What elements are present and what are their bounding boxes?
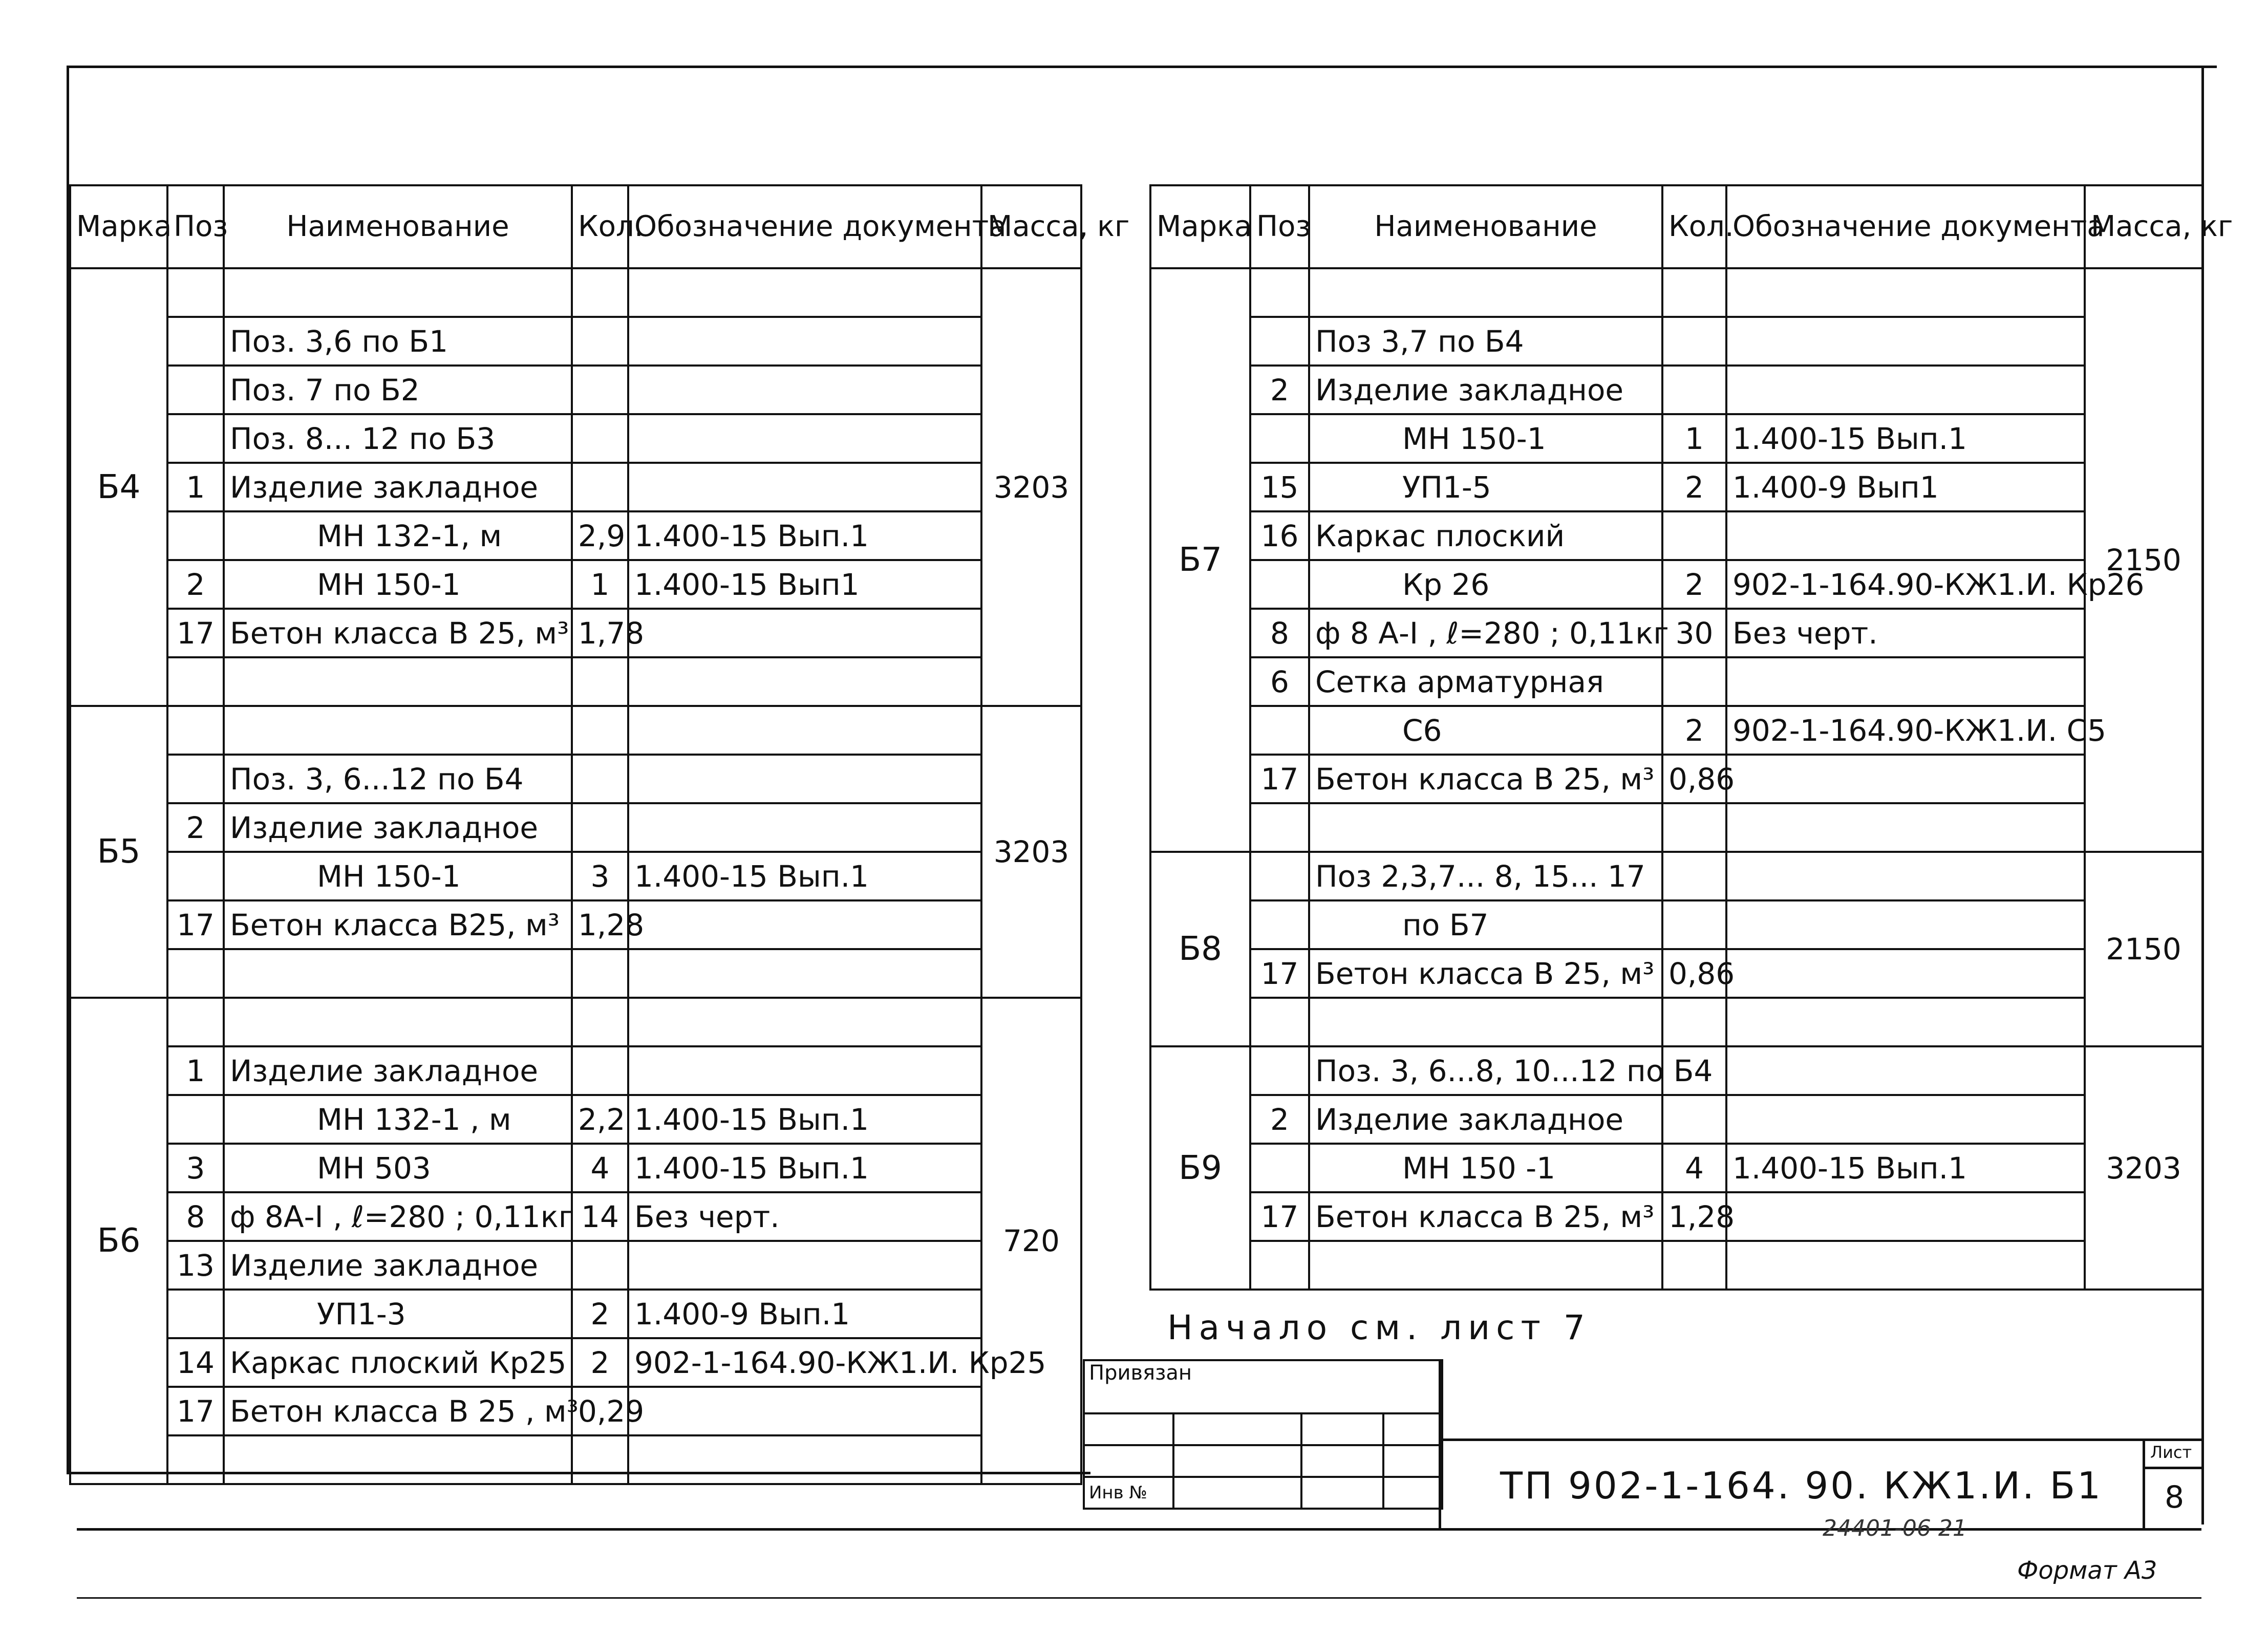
row-doc xyxy=(1726,511,2085,560)
table-row xyxy=(70,1144,1081,1192)
row-name: С6 xyxy=(1309,706,1662,755)
row-pos: 17 xyxy=(1250,755,1309,803)
row-name: Бетон класса В25, м³ xyxy=(224,900,572,949)
row-qty: 30 xyxy=(1662,609,1726,657)
page-bottom-line xyxy=(77,1597,2201,1599)
row-doc xyxy=(1726,900,2085,949)
row-qty: 1,78 xyxy=(572,609,628,657)
row-pos xyxy=(167,998,224,1046)
row-name: ф 8А-I , ℓ=280 ; 0,11кг xyxy=(224,1192,572,1241)
table-row xyxy=(1150,560,2202,609)
table-row xyxy=(1150,268,2202,317)
row-pos: 15 xyxy=(1250,463,1309,511)
row-name: Поз. 7 по Б2 xyxy=(224,366,572,414)
table-row xyxy=(1150,657,2202,706)
header-pos: Поз xyxy=(167,185,224,268)
row-pos xyxy=(167,1290,224,1338)
row-name: ф 8 А-I , ℓ=280 ; 0,11кг xyxy=(1309,609,1662,657)
row-qty: 0,86 xyxy=(1662,755,1726,803)
row-qty xyxy=(572,414,628,463)
table-row xyxy=(70,463,1081,511)
row-pos xyxy=(167,268,224,317)
row-name: Бетон класса В 25, м³ xyxy=(1309,949,1662,998)
table-row xyxy=(70,1046,1081,1095)
left-header-row xyxy=(70,185,1081,268)
table-row xyxy=(70,706,1081,755)
row-qty xyxy=(572,268,628,317)
sheet-label: Лист xyxy=(2150,1443,2192,1462)
row-pos xyxy=(1250,706,1309,755)
row-name: Изделие закладное xyxy=(1309,1095,1662,1144)
row-name: Изделие закладное xyxy=(224,463,572,511)
row-name: Каркас плоский xyxy=(1309,511,1662,560)
row-name xyxy=(1309,1241,1662,1290)
row-name: Поз. 8... 12 по Б3 xyxy=(224,414,572,463)
table-row xyxy=(70,609,1081,657)
row-name: МН 150-1 xyxy=(224,852,572,900)
table-row xyxy=(70,414,1081,463)
row-doc xyxy=(628,366,981,414)
table-row xyxy=(1150,852,2202,900)
group-mass: 2150 xyxy=(2085,268,2202,852)
row-pos xyxy=(1250,803,1309,852)
row-doc xyxy=(628,900,981,949)
table-row xyxy=(70,1338,1081,1387)
group-mark: Б5 xyxy=(70,706,167,998)
row-doc: 902-1-164.90-КЖ1.И. Кр25 xyxy=(628,1338,981,1387)
row-qty xyxy=(1662,852,1726,900)
row-doc: 902-1-164.90-КЖ1.И. С5 xyxy=(1726,706,2085,755)
row-pos: 1 xyxy=(167,463,224,511)
privyazan-label: Привязан xyxy=(1084,1360,1442,1413)
right-header-row xyxy=(1150,185,2202,268)
group-mark: Б4 xyxy=(70,268,167,706)
row-doc xyxy=(628,268,981,317)
group-mass: 3203 xyxy=(981,268,1081,706)
row-pos xyxy=(167,1095,224,1144)
title-block-divider xyxy=(1439,1359,1441,1528)
row-doc xyxy=(628,609,981,657)
table-row xyxy=(70,900,1081,949)
row-doc xyxy=(1726,803,2085,852)
row-pos: 17 xyxy=(1250,1192,1309,1241)
table-row xyxy=(1150,706,2202,755)
row-qty: 1 xyxy=(1662,414,1726,463)
group-mass: 720 xyxy=(981,998,1081,1484)
row-pos xyxy=(167,852,224,900)
header-doc: Обозначение документа xyxy=(628,185,981,268)
group-mark: Б8 xyxy=(1150,852,1250,1046)
table-row xyxy=(70,268,1081,317)
row-doc xyxy=(1726,1095,2085,1144)
row-doc xyxy=(628,414,981,463)
row-name: Поз 3,7 по Б4 xyxy=(1309,317,1662,366)
row-doc: 1.400-9 Вып1 xyxy=(1726,463,2085,511)
row-qty xyxy=(1662,511,1726,560)
row-qty xyxy=(572,1046,628,1095)
row-pos xyxy=(1250,900,1309,949)
row-name: Поз. 3, 6...8, 10...12 по Б4 xyxy=(1309,1046,1662,1095)
row-pos xyxy=(167,949,224,998)
row-pos: 14 xyxy=(167,1338,224,1387)
row-pos xyxy=(1250,1144,1309,1192)
row-doc xyxy=(628,998,981,1046)
row-qty: 2 xyxy=(1662,706,1726,755)
header-name: Наименование xyxy=(1309,185,1662,268)
archive-number: 24401-06 21 xyxy=(1823,1515,1967,1541)
row-qty xyxy=(1662,317,1726,366)
table-row xyxy=(1150,1095,2202,1144)
row-qty: 14 xyxy=(572,1192,628,1241)
row-name: Поз 2,3,7... 8, 15... 17 xyxy=(1309,852,1662,900)
row-doc xyxy=(628,949,981,998)
row-doc xyxy=(1726,1046,2085,1095)
row-pos xyxy=(1250,1046,1309,1095)
table-row xyxy=(70,366,1081,414)
row-qty xyxy=(572,755,628,803)
row-qty xyxy=(1662,366,1726,414)
group-mass: 3203 xyxy=(981,706,1081,998)
table-row xyxy=(1150,1241,2202,1290)
table-row xyxy=(1150,609,2202,657)
row-pos xyxy=(167,317,224,366)
row-doc: 1.400-15 Вып.1 xyxy=(628,1144,981,1192)
row-qty: 1 xyxy=(572,560,628,609)
table-row xyxy=(70,1241,1081,1290)
row-doc: Без черт. xyxy=(628,1192,981,1241)
row-pos: 2 xyxy=(1250,1095,1309,1144)
table-row xyxy=(70,1095,1081,1144)
row-name xyxy=(1309,998,1662,1046)
row-qty: 2 xyxy=(572,1290,628,1338)
row-doc: 1.400-9 Вып.1 xyxy=(628,1290,981,1338)
row-doc xyxy=(1726,657,2085,706)
row-pos: 2 xyxy=(167,560,224,609)
row-doc xyxy=(628,706,981,755)
row-qty xyxy=(572,706,628,755)
row-qty xyxy=(572,657,628,706)
document-code: ТП 902-1-164. 90. КЖ1.И. Б1 xyxy=(1500,1464,2103,1507)
left-spec-table xyxy=(69,184,1130,1485)
group-mark: Б7 xyxy=(1150,268,1250,852)
row-doc xyxy=(628,1435,981,1484)
table-row xyxy=(1150,366,2202,414)
row-name: Бетон класса В 25, м³ xyxy=(1309,755,1662,803)
row-name xyxy=(224,268,572,317)
inv-no-label: Инв № xyxy=(1084,1477,1173,1509)
row-name: Изделие закладное xyxy=(224,1046,572,1095)
row-name xyxy=(1309,268,1662,317)
row-qty xyxy=(572,366,628,414)
group-mark: Б6 xyxy=(70,998,167,1484)
row-doc xyxy=(1726,317,2085,366)
row-name: Бетон класса В 25 , м³ xyxy=(224,1387,572,1435)
row-qty: 2,2 xyxy=(572,1095,628,1144)
row-pos: 8 xyxy=(167,1192,224,1241)
table-row xyxy=(70,998,1081,1046)
row-qty: 0,29 xyxy=(572,1387,628,1435)
header-mark: Марка xyxy=(70,185,167,268)
row-name xyxy=(224,998,572,1046)
row-qty xyxy=(1662,998,1726,1046)
row-qty: 3 xyxy=(572,852,628,900)
row-doc xyxy=(628,755,981,803)
row-name xyxy=(1309,803,1662,852)
row-doc xyxy=(1726,852,2085,900)
row-qty xyxy=(572,803,628,852)
table-row xyxy=(1150,511,2202,560)
row-qty: 1,28 xyxy=(572,900,628,949)
header-qty: Кол. xyxy=(572,185,628,268)
row-pos xyxy=(1250,852,1309,900)
row-name: Поз. 3,6 по Б1 xyxy=(224,317,572,366)
row-doc xyxy=(1726,1241,2085,1290)
row-doc xyxy=(628,803,981,852)
table-row xyxy=(70,1387,1081,1435)
row-pos xyxy=(1250,317,1309,366)
row-doc xyxy=(628,657,981,706)
table-row xyxy=(70,560,1081,609)
row-qty xyxy=(1662,1241,1726,1290)
sheet-box-mid-line xyxy=(2143,1467,2201,1469)
row-qty xyxy=(1662,657,1726,706)
row-qty xyxy=(572,463,628,511)
row-pos xyxy=(167,366,224,414)
table-row xyxy=(70,1435,1081,1484)
table-row xyxy=(70,949,1081,998)
row-doc: 902-1-164.90-КЖ1.И. Кр26 xyxy=(1726,560,2085,609)
row-pos xyxy=(167,414,224,463)
table-row xyxy=(1150,1144,2202,1192)
row-name: Кр 26 xyxy=(1309,560,1662,609)
row-pos xyxy=(1250,998,1309,1046)
row-pos xyxy=(1250,414,1309,463)
row-name xyxy=(224,657,572,706)
table-row xyxy=(1150,803,2202,852)
frame-top-line xyxy=(67,66,2217,68)
row-name: Изделие закладное xyxy=(224,803,572,852)
table-row xyxy=(70,803,1081,852)
row-doc xyxy=(1726,268,2085,317)
title-block-top-line xyxy=(1439,1438,2201,1441)
table-row xyxy=(70,755,1081,803)
row-doc: Без черт. xyxy=(1726,609,2085,657)
row-pos xyxy=(167,755,224,803)
row-name: МН 503 xyxy=(224,1144,572,1192)
row-doc: 1.400-15 Вып.1 xyxy=(1726,1144,2085,1192)
row-qty: 2,9 xyxy=(572,511,628,560)
table-row xyxy=(1150,463,2202,511)
row-pos: 16 xyxy=(1250,511,1309,560)
row-pos: 2 xyxy=(1250,366,1309,414)
sheet-box-left-line xyxy=(2143,1438,2145,1528)
row-qty xyxy=(1662,900,1726,949)
row-doc: 1.400-15 Вып.1 xyxy=(628,1095,981,1144)
row-pos xyxy=(167,706,224,755)
row-name: Поз. 3, 6...12 по Б4 xyxy=(224,755,572,803)
header-mass: Масса, кг xyxy=(2085,185,2202,268)
row-name: УП1-5 xyxy=(1309,463,1662,511)
table-row xyxy=(1150,317,2202,366)
row-name: Бетон класса В 25, м³ xyxy=(224,609,572,657)
row-qty: 4 xyxy=(572,1144,628,1192)
row-pos: 17 xyxy=(1250,949,1309,998)
row-qty xyxy=(572,949,628,998)
row-qty xyxy=(572,998,628,1046)
row-doc xyxy=(628,463,981,511)
row-pos: 2 xyxy=(167,803,224,852)
table-row xyxy=(70,511,1081,560)
row-name: МН 132-1 , м xyxy=(224,1095,572,1144)
header-mark: Марка xyxy=(1150,185,1250,268)
row-doc: 1.400-15 Вып.1 xyxy=(628,511,981,560)
row-qty: 4 xyxy=(1662,1144,1726,1192)
privyazan-block xyxy=(1083,1359,1443,1510)
table-row xyxy=(70,1290,1081,1338)
row-name: Бетон класса В 25, м³ xyxy=(1309,1192,1662,1241)
table-row xyxy=(1150,998,2202,1046)
row-qty xyxy=(1662,803,1726,852)
table-row xyxy=(1150,1192,2202,1241)
row-qty xyxy=(1662,1095,1726,1144)
format-label: Формат А3 xyxy=(2017,1556,2157,1585)
table-row xyxy=(70,852,1081,900)
row-doc xyxy=(628,317,981,366)
table-row xyxy=(70,317,1081,366)
row-name xyxy=(224,949,572,998)
header-pos: Поз xyxy=(1250,185,1309,268)
row-doc: 1.400-15 Вып.1 xyxy=(628,852,981,900)
row-doc xyxy=(1726,998,2085,1046)
header-mass: Масса, кг xyxy=(981,185,1081,268)
row-name: Каркас плоский Кр25 xyxy=(224,1338,572,1387)
row-qty: 2 xyxy=(1662,560,1726,609)
row-pos xyxy=(1250,560,1309,609)
row-name xyxy=(224,1435,572,1484)
row-qty xyxy=(572,317,628,366)
row-qty: 0,86 xyxy=(1662,949,1726,998)
table-row xyxy=(1150,755,2202,803)
table-row xyxy=(70,1192,1081,1241)
row-pos: 8 xyxy=(1250,609,1309,657)
row-doc xyxy=(1726,366,2085,414)
row-pos: 1 xyxy=(167,1046,224,1095)
row-pos: 17 xyxy=(167,1387,224,1435)
row-pos xyxy=(1250,1241,1309,1290)
row-qty xyxy=(572,1435,628,1484)
row-pos: 17 xyxy=(167,900,224,949)
row-qty xyxy=(572,1241,628,1290)
row-doc: 1.400-15 Вып1 xyxy=(628,560,981,609)
row-doc xyxy=(628,1387,981,1435)
header-qty: Кол. xyxy=(1662,185,1726,268)
row-name xyxy=(224,706,572,755)
row-pos: 6 xyxy=(1250,657,1309,706)
row-doc xyxy=(628,1241,981,1290)
row-pos xyxy=(167,657,224,706)
row-pos: 17 xyxy=(167,609,224,657)
row-qty: 2 xyxy=(572,1338,628,1387)
row-doc xyxy=(1726,1192,2085,1241)
row-name: МН 150 -1 xyxy=(1309,1144,1662,1192)
group-mass: 3203 xyxy=(2085,1046,2202,1290)
table-row xyxy=(70,657,1081,706)
row-pos xyxy=(167,1435,224,1484)
row-name: по Б7 xyxy=(1309,900,1662,949)
row-qty: 1,28 xyxy=(1662,1192,1726,1241)
row-name: МН 132-1, м xyxy=(224,511,572,560)
header-name: Наименование xyxy=(224,185,572,268)
table-row xyxy=(1150,949,2202,998)
continuation-note: Начало см. лист 7 xyxy=(1167,1308,1591,1347)
group-mass: 2150 xyxy=(2085,852,2202,1046)
row-name: Изделие закладное xyxy=(1309,366,1662,414)
row-doc: 1.400-15 Вып.1 xyxy=(1726,414,2085,463)
row-doc xyxy=(1726,755,2085,803)
row-qty xyxy=(1662,268,1726,317)
table-row xyxy=(1150,414,2202,463)
row-doc xyxy=(1726,949,2085,998)
row-name: МН 150-1 xyxy=(1309,414,1662,463)
row-pos: 13 xyxy=(167,1241,224,1290)
row-qty: 2 xyxy=(1662,463,1726,511)
row-name: УП1-3 xyxy=(224,1290,572,1338)
group-mark: Б9 xyxy=(1150,1046,1250,1290)
row-name: МН 150-1 xyxy=(224,560,572,609)
sheet-number: 8 xyxy=(2165,1479,2185,1515)
row-name: Изделие закладное xyxy=(224,1241,572,1290)
row-pos xyxy=(167,511,224,560)
row-pos xyxy=(1250,268,1309,317)
table-row xyxy=(1150,1046,2202,1095)
table-row xyxy=(1150,900,2202,949)
row-pos: 3 xyxy=(167,1144,224,1192)
header-doc: Обозначение документа xyxy=(1726,185,2085,268)
row-name: Сетка арматурная xyxy=(1309,657,1662,706)
right-spec-table xyxy=(1149,184,2233,1291)
row-doc xyxy=(628,1046,981,1095)
